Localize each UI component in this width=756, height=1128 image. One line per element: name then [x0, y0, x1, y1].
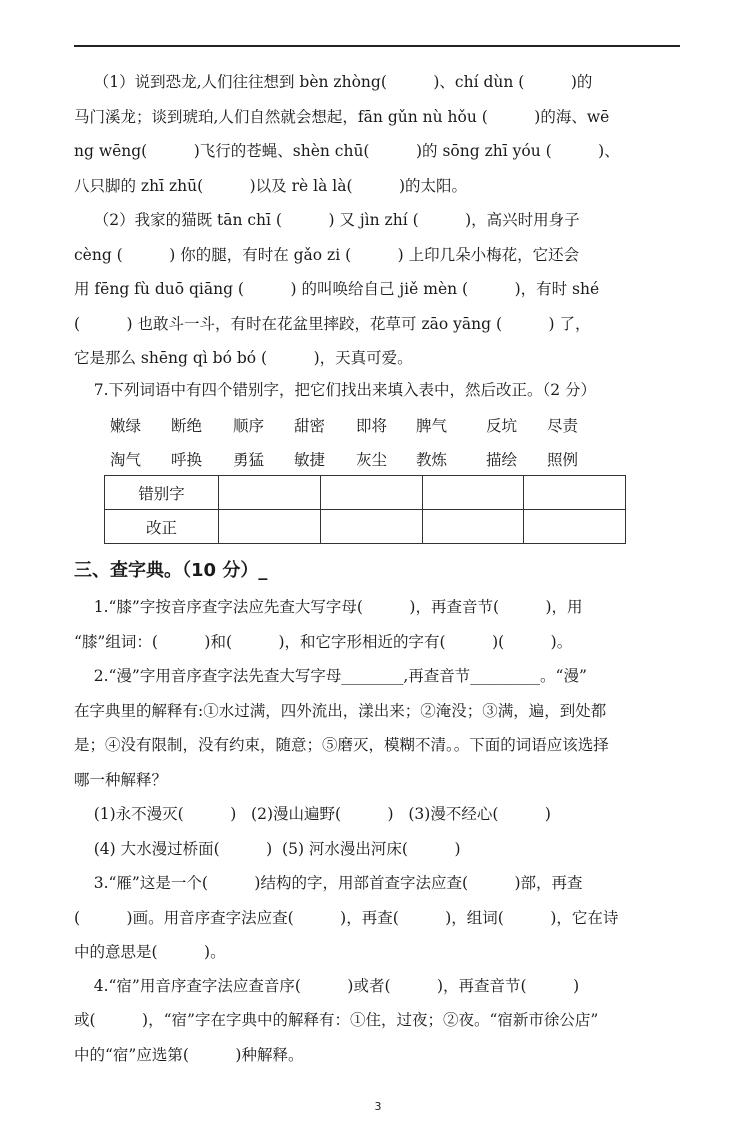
word-row-2 — [110, 448, 610, 468]
answer-cell[interactable] — [524, 510, 626, 544]
answer-cell[interactable] — [219, 476, 321, 510]
header-rule — [74, 45, 680, 47]
row-header-wrong: 错别字 — [105, 476, 219, 510]
word: 尽责 — [547, 417, 579, 435]
word: 勇猛 — [233, 451, 265, 469]
s3-q2-line-2: 在字典里的解释有:①水过满，四外流出，漾出来；②淹没；③满，遍，到处都 — [74, 702, 607, 720]
word: 描绘 — [486, 451, 518, 469]
table-row — [105, 510, 626, 544]
word: 淘气 — [110, 451, 142, 469]
word-row-1 — [110, 414, 610, 434]
answer-cell[interactable] — [422, 476, 524, 510]
word: 照例 — [547, 451, 579, 469]
s3-q2-line-4: 哪一种解释？ — [74, 771, 168, 789]
s3-q4-line-2: 或( )，“宿”字在字典中的解释有：①住，过夜；②夜。“宿新市徐公店” — [74, 1011, 599, 1029]
q6-2-line-3: 用 fēng fù duō qiāng ( ) 的叫唤给自己 jiě mèn ( )，有时 shé — [74, 280, 600, 298]
s3-q4-line-1: 4.“宿”用音序查字法应查音序( )或者( )，再查音节( ) — [74, 977, 580, 995]
section-title: 三、查字典。（10 分）_ — [74, 560, 268, 581]
row-header-correct: 改正 — [105, 510, 219, 544]
s3-q4-line-3: 中的“宿”应选第( )种解释。 — [74, 1046, 304, 1064]
s3-q2-line-1: 2.“漫”字用音序查字法先查大写字母________,再查音节_________。“漫” — [74, 667, 587, 685]
page-number: 3 — [374, 1100, 382, 1113]
s3-q3-line-2: ( )画。用音序查字法应查( )，再查( )，组词( )，它在诗 — [74, 909, 619, 927]
answer-cell[interactable] — [320, 510, 422, 544]
s3-q3-line-1: 3.“雁”这是一个( )结构的字，用部首查字法应查( )部，再查 — [74, 874, 583, 892]
correction-table — [104, 475, 626, 544]
q6-1-line-3: ng wēng( )飞行的苍蝇、shèn chū( )的 sōng zhī yóu ( )、 — [74, 142, 620, 160]
word: 嫩绿 — [110, 417, 142, 435]
word: 反坑 — [486, 417, 518, 435]
s3-q2-line-3: 是；④没有限制，没有约束，随意；⑤磨灭，模糊不清。。下面的词语应该选择 — [74, 736, 609, 754]
q6-1-line-2: 马门溪龙；谈到琥珀,人们自然就会想起，fān gǔn nù hǒu ( )的海、wē — [74, 108, 610, 126]
word: 教炼 — [416, 451, 448, 469]
word: 敏捷 — [294, 451, 326, 469]
s3-q2-line-6: (4) 大水漫过桥面( ) (5) 河水漫出河床( ) — [74, 840, 461, 858]
q7-title: 7.下列词语中有四个错别字，把它们找出来填入表中，然后改正。（2 分） — [74, 381, 597, 399]
q6-2-line-1: （2）我家的猫既 tān chī ( ) 又 jìn zhí ( )，高兴时用身子 — [74, 211, 580, 229]
answer-cell[interactable] — [524, 476, 626, 510]
table-row — [105, 476, 626, 510]
answer-cell[interactable] — [422, 510, 524, 544]
word: 甜密 — [294, 417, 326, 435]
q6-2-line-4: ( ) 也敢斗一斗，有时在花盆里摔跤，花草可 zāo yāng ( ) 了， — [74, 315, 591, 333]
word: 呼换 — [171, 451, 203, 469]
q6-2-line-5: 它是那么 shēng qì bó bó ( )，天真可爱。 — [74, 349, 413, 367]
s3-q1-line-2: “膝”组词：( )和( )，和它字形相近的字有( )( )。 — [74, 633, 573, 651]
q6-2-line-2: cèng ( ) 你的腿，有时在 gǎo zi ( ) 上印几朵小梅花，它还会 — [74, 246, 580, 264]
answer-cell[interactable] — [320, 476, 422, 510]
s3-q1-line-1: 1.“膝”字按音序查字法应先查大写字母( )，再查音节( )，用 — [74, 598, 583, 616]
answer-cell[interactable] — [219, 510, 321, 544]
s3-q2-line-5: (1)永不漫灭( ) (2)漫山遍野( ) (3)漫不经心( ) — [74, 805, 551, 823]
s3-q3-line-3: 中的意思是( )。 — [74, 943, 226, 961]
word: 断绝 — [171, 417, 203, 435]
word: 顺序 — [233, 417, 265, 435]
q6-1-line-4: 八只脚的 zhī zhū( )以及 rè là là( )的太阳。 — [74, 177, 468, 195]
q6-1-line-1: （1）说到恐龙,人们往往想到 bèn zhòng( )、chí dùn ( )的 — [74, 73, 593, 91]
word: 脾气 — [416, 417, 448, 435]
word: 灰尘 — [356, 451, 388, 469]
word: 即将 — [356, 417, 388, 435]
